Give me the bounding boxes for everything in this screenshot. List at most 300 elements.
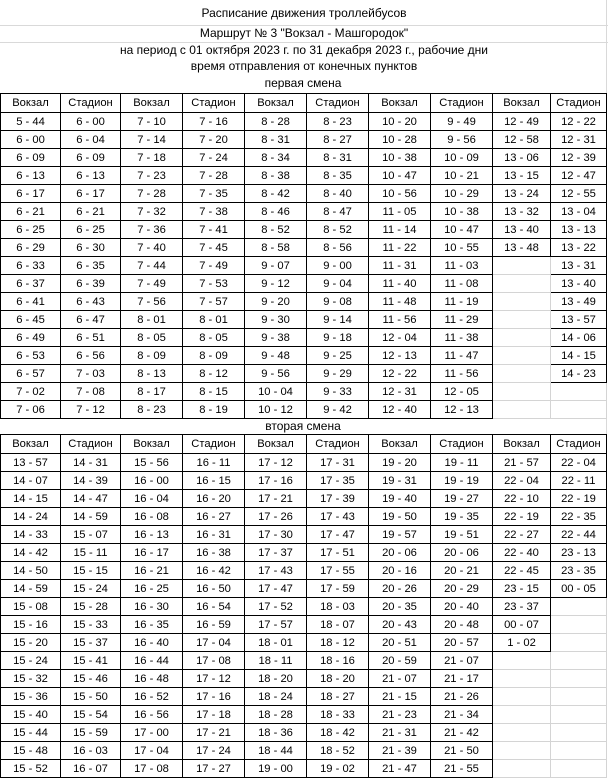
time-cell: 23 - 13 [551, 544, 607, 562]
table-row [1, 670, 607, 688]
table-row [1, 293, 607, 311]
time-cell: 10 - 47 [431, 221, 493, 239]
time-cell: 6 - 49 [1, 329, 61, 347]
time-cell: 16 - 20 [183, 490, 245, 508]
time-cell: 7 - 28 [183, 167, 245, 185]
time-cell: 16 - 38 [183, 544, 245, 562]
time-cell: 14 - 24 [1, 508, 61, 526]
time-cell: 8 - 05 [183, 329, 245, 347]
schedule-period: на период с 01 октября 2023 г. по 31 декабря 2023 г., рабочие дни [119, 43, 488, 57]
time-cell: 9 - 25 [307, 347, 369, 365]
time-cell: 18 - 42 [307, 724, 369, 742]
time-cell: 12 - 40 [369, 401, 431, 419]
time-cell: 19 - 11 [431, 454, 493, 472]
time-cell: 6 - 17 [61, 185, 121, 203]
time-cell: 18 - 27 [307, 688, 369, 706]
time-cell: 21 - 47 [369, 760, 431, 778]
column-header: Стадион [183, 94, 245, 113]
time-cell: 20 - 59 [369, 652, 431, 670]
time-cell: 14 - 15 [551, 347, 607, 365]
time-cell: 18 - 24 [245, 688, 307, 706]
shift-label: вторая смена [265, 419, 341, 433]
time-cell: 16 - 17 [121, 544, 183, 562]
time-cell: 13 - 13 [551, 221, 607, 239]
time-cell: 12 - 31 [369, 383, 431, 401]
time-cell: 11 - 03 [431, 257, 493, 275]
time-cell: 7 - 06 [1, 401, 61, 419]
time-cell: 18 - 03 [307, 598, 369, 616]
time-cell [493, 724, 551, 742]
table-row [1, 526, 607, 544]
time-cell: 22 - 27 [493, 526, 551, 544]
time-cell: 23 - 15 [493, 580, 551, 598]
column-header: Вокзал [121, 435, 183, 454]
table-row [1, 221, 607, 239]
time-cell: 16 - 48 [121, 670, 183, 688]
time-cell: 17 - 21 [245, 490, 307, 508]
time-cell: 6 - 39 [61, 275, 121, 293]
time-cell [551, 724, 607, 742]
time-cell: 10 - 04 [245, 383, 307, 401]
table-row [1, 634, 607, 652]
time-cell [551, 688, 607, 706]
time-cell: 17 - 30 [245, 526, 307, 544]
time-cell: 16 - 54 [183, 598, 245, 616]
time-cell: 9 - 04 [307, 275, 369, 293]
time-cell: 15 - 20 [1, 634, 61, 652]
time-cell: 00 - 07 [493, 616, 551, 634]
time-cell: 18 - 28 [245, 706, 307, 724]
time-cell: 11 - 48 [369, 293, 431, 311]
time-cell: 6 - 09 [61, 149, 121, 167]
time-cell: 8 - 46 [245, 203, 307, 221]
time-cell: 14 - 31 [61, 454, 121, 472]
time-cell: 8 - 15 [183, 383, 245, 401]
table-row [1, 311, 607, 329]
time-cell: 9 - 12 [245, 275, 307, 293]
time-cell: 8 - 09 [121, 347, 183, 365]
time-cell: 20 - 48 [431, 616, 493, 634]
column-header: Вокзал [1, 435, 61, 454]
time-cell: 8 - 17 [121, 383, 183, 401]
time-cell: 16 - 21 [121, 562, 183, 580]
time-cell: 8 - 27 [307, 131, 369, 149]
time-cell: 00 - 05 [551, 580, 607, 598]
time-cell: 17 - 31 [307, 454, 369, 472]
time-cell [493, 652, 551, 670]
time-cell: 8 - 13 [121, 365, 183, 383]
time-cell: 7 - 10 [121, 113, 183, 131]
time-cell: 12 - 22 [551, 113, 607, 131]
time-cell: 6 - 51 [61, 329, 121, 347]
time-cell: 22 - 44 [551, 526, 607, 544]
table-row [1, 454, 607, 472]
time-cell: 13 - 06 [493, 149, 551, 167]
time-cell: 22 - 04 [493, 472, 551, 490]
time-cell: 11 - 14 [369, 221, 431, 239]
time-cell: 10 - 47 [369, 167, 431, 185]
time-cell: 16 - 31 [183, 526, 245, 544]
time-cell: 7 - 28 [121, 185, 183, 203]
time-cell: 15 - 50 [61, 688, 121, 706]
time-cell: 8 - 34 [245, 149, 307, 167]
time-cell: 7 - 18 [121, 149, 183, 167]
time-cell: 8 - 35 [307, 167, 369, 185]
time-cell: 16 - 03 [61, 742, 121, 760]
time-cell: 6 - 41 [1, 293, 61, 311]
time-cell: 22 - 04 [551, 454, 607, 472]
time-cell: 7 - 12 [61, 401, 121, 419]
time-cell: 13 - 31 [551, 257, 607, 275]
time-cell: 15 - 59 [61, 724, 121, 742]
time-cell: 11 - 56 [369, 311, 431, 329]
time-cell: 16 - 27 [183, 508, 245, 526]
time-cell: 11 - 29 [431, 311, 493, 329]
time-cell: 17 - 27 [183, 760, 245, 778]
time-cell: 15 - 24 [61, 580, 121, 598]
time-cell: 20 - 16 [369, 562, 431, 580]
time-cell: 20 - 06 [369, 544, 431, 562]
time-cell: 16 - 04 [121, 490, 183, 508]
time-cell: 6 - 35 [61, 257, 121, 275]
table-row [1, 652, 607, 670]
time-cell: 7 - 23 [121, 167, 183, 185]
time-cell [493, 760, 551, 778]
table-row [1, 760, 607, 778]
time-cell: 7 - 53 [183, 275, 245, 293]
time-cell: 17 - 16 [183, 688, 245, 706]
schedule-table-second-shift [0, 434, 607, 778]
table-row [1, 508, 607, 526]
time-cell: 18 - 44 [245, 742, 307, 760]
schedule-subtitle: время отправления от конечных пунктов [190, 59, 418, 73]
time-cell: 20 - 26 [369, 580, 431, 598]
table-row [1, 472, 607, 490]
time-cell: 6 - 00 [1, 131, 61, 149]
time-cell: 7 - 49 [121, 275, 183, 293]
time-cell: 6 - 30 [61, 239, 121, 257]
time-cell: 16 - 15 [183, 472, 245, 490]
time-cell: 9 - 14 [307, 311, 369, 329]
time-cell: 14 - 50 [1, 562, 61, 580]
time-cell: 7 - 49 [183, 257, 245, 275]
time-cell: 11 - 56 [431, 365, 493, 383]
column-header: Вокзал [1, 94, 61, 113]
time-cell: 14 - 23 [551, 365, 607, 383]
time-cell: 11 - 08 [431, 275, 493, 293]
time-cell: 14 - 15 [1, 490, 61, 508]
time-cell [493, 383, 551, 401]
time-cell: 8 - 58 [245, 239, 307, 257]
table-row [1, 347, 607, 365]
time-cell: 22 - 35 [551, 508, 607, 526]
time-cell: 15 - 52 [1, 760, 61, 778]
time-cell: 22 - 19 [493, 508, 551, 526]
time-cell: 6 - 25 [1, 221, 61, 239]
time-cell: 15 - 16 [1, 616, 61, 634]
time-cell: 6 - 25 [61, 221, 121, 239]
time-cell: 7 - 32 [121, 203, 183, 221]
column-header: Вокзал [245, 94, 307, 113]
time-cell: 7 - 57 [183, 293, 245, 311]
time-cell: 17 - 18 [183, 706, 245, 724]
time-cell: 12 - 22 [369, 365, 431, 383]
time-cell: 8 - 01 [121, 311, 183, 329]
time-cell: 9 - 20 [245, 293, 307, 311]
time-cell: 13 - 24 [493, 185, 551, 203]
time-cell: 20 - 43 [369, 616, 431, 634]
column-header: Стадион [551, 435, 607, 454]
time-cell: 16 - 30 [121, 598, 183, 616]
time-cell: 8 - 38 [245, 167, 307, 185]
time-cell: 8 - 56 [307, 239, 369, 257]
time-cell: 6 - 57 [1, 365, 61, 383]
time-cell: 8 - 42 [245, 185, 307, 203]
time-cell: 7 - 02 [1, 383, 61, 401]
time-cell: 19 - 27 [431, 490, 493, 508]
time-cell: 10 - 28 [369, 131, 431, 149]
time-cell: 7 - 14 [121, 131, 183, 149]
time-cell: 7 - 40 [121, 239, 183, 257]
time-cell: 18 - 07 [307, 616, 369, 634]
time-cell: 21 - 07 [431, 652, 493, 670]
column-header-row [1, 435, 607, 454]
time-cell [551, 670, 607, 688]
time-cell: 18 - 20 [245, 670, 307, 688]
time-cell: 17 - 24 [183, 742, 245, 760]
time-cell [551, 383, 607, 401]
time-cell: 17 - 37 [245, 544, 307, 562]
time-cell: 13 - 32 [493, 203, 551, 221]
time-cell: 11 - 19 [431, 293, 493, 311]
time-cell: 13 - 22 [551, 239, 607, 257]
time-cell: 11 - 31 [369, 257, 431, 275]
time-cell: 15 - 44 [1, 724, 61, 742]
time-cell: 9 - 29 [307, 365, 369, 383]
time-cell: 7 - 08 [61, 383, 121, 401]
time-cell: 17 - 08 [183, 652, 245, 670]
time-cell: 11 - 38 [431, 329, 493, 347]
column-header: Вокзал [121, 94, 183, 113]
time-cell: 12 - 49 [493, 113, 551, 131]
time-cell: 15 - 48 [1, 742, 61, 760]
time-cell: 18 - 11 [245, 652, 307, 670]
column-header: Вокзал [369, 94, 431, 113]
time-cell: 6 - 21 [61, 203, 121, 221]
table-row [1, 562, 607, 580]
time-cell: 17 - 59 [307, 580, 369, 598]
time-cell: 21 - 39 [369, 742, 431, 760]
time-cell: 12 - 04 [369, 329, 431, 347]
time-cell: 19 - 57 [369, 526, 431, 544]
time-cell: 18 - 52 [307, 742, 369, 760]
time-cell: 18 - 16 [307, 652, 369, 670]
table-row [1, 329, 607, 347]
time-cell: 12 - 13 [369, 347, 431, 365]
time-cell: 20 - 57 [431, 634, 493, 652]
time-cell: 18 - 01 [245, 634, 307, 652]
time-cell: 21 - 34 [431, 706, 493, 724]
table-row [1, 490, 607, 508]
time-cell: 13 - 04 [551, 203, 607, 221]
time-cell: 6 - 29 [1, 239, 61, 257]
time-cell: 8 - 12 [183, 365, 245, 383]
time-cell: 17 - 12 [183, 670, 245, 688]
time-cell: 16 - 59 [183, 616, 245, 634]
time-cell: 8 - 19 [183, 401, 245, 419]
time-cell: 12 - 39 [551, 149, 607, 167]
time-cell: 6 - 00 [61, 113, 121, 131]
column-header: Стадион [183, 435, 245, 454]
time-cell [493, 401, 551, 419]
time-cell [493, 688, 551, 706]
time-cell: 17 - 21 [183, 724, 245, 742]
time-cell: 14 - 39 [61, 472, 121, 490]
time-cell: 14 - 33 [1, 526, 61, 544]
time-cell: 9 - 00 [307, 257, 369, 275]
time-cell: 19 - 00 [245, 760, 307, 778]
time-cell: 15 - 41 [61, 652, 121, 670]
time-cell: 16 - 25 [121, 580, 183, 598]
table-row [1, 724, 607, 742]
time-cell: 16 - 56 [121, 706, 183, 724]
time-cell: 15 - 36 [1, 688, 61, 706]
time-cell: 13 - 48 [493, 239, 551, 257]
time-cell [493, 347, 551, 365]
time-cell: 19 - 35 [431, 508, 493, 526]
time-cell [551, 598, 607, 616]
time-cell: 20 - 06 [431, 544, 493, 562]
time-cell: 17 - 12 [245, 454, 307, 472]
time-cell: 22 - 10 [493, 490, 551, 508]
time-cell: 17 - 43 [307, 508, 369, 526]
time-cell: 20 - 35 [369, 598, 431, 616]
time-cell: 7 - 41 [183, 221, 245, 239]
time-cell: 8 - 01 [183, 311, 245, 329]
table-row [1, 401, 607, 419]
column-header: Вокзал [493, 435, 551, 454]
time-cell: 6 - 09 [1, 149, 61, 167]
time-cell [551, 760, 607, 778]
time-cell: 19 - 40 [369, 490, 431, 508]
time-cell: 14 - 06 [551, 329, 607, 347]
time-cell: 7 - 56 [121, 293, 183, 311]
time-cell: 15 - 54 [61, 706, 121, 724]
time-cell: 9 - 49 [431, 113, 493, 131]
table-row [1, 239, 607, 257]
table-row [1, 167, 607, 185]
time-cell: 9 - 33 [307, 383, 369, 401]
column-header-row [1, 94, 607, 113]
time-cell: 15 - 33 [61, 616, 121, 634]
column-header: Стадион [551, 94, 607, 113]
time-cell: 7 - 03 [61, 365, 121, 383]
time-cell: 11 - 47 [431, 347, 493, 365]
table-row [1, 688, 607, 706]
time-cell: 19 - 50 [369, 508, 431, 526]
table-row [1, 275, 607, 293]
column-header: Стадион [431, 94, 493, 113]
time-cell: 8 - 23 [307, 113, 369, 131]
time-cell: 9 - 07 [245, 257, 307, 275]
time-cell: 15 - 15 [61, 562, 121, 580]
time-cell: 9 - 18 [307, 329, 369, 347]
time-cell: 18 - 20 [307, 670, 369, 688]
time-cell: 14 - 59 [1, 580, 61, 598]
table-row [1, 616, 607, 634]
schedule-title: Расписание движения троллейбусов [201, 6, 407, 20]
time-cell [551, 616, 607, 634]
time-cell: 12 - 55 [551, 185, 607, 203]
time-cell: 21 - 07 [369, 670, 431, 688]
time-cell [493, 257, 551, 275]
time-cell: 6 - 37 [1, 275, 61, 293]
column-header: Стадион [431, 435, 493, 454]
time-cell: 17 - 47 [245, 580, 307, 598]
time-cell: 8 - 52 [245, 221, 307, 239]
time-cell: 22 - 40 [493, 544, 551, 562]
time-cell: 20 - 40 [431, 598, 493, 616]
time-cell: 9 - 56 [431, 131, 493, 149]
time-cell: 21 - 31 [369, 724, 431, 742]
time-cell: 7 - 38 [183, 203, 245, 221]
table-row [1, 203, 607, 221]
time-cell [551, 742, 607, 760]
column-header: Стадион [307, 435, 369, 454]
time-cell: 17 - 26 [245, 508, 307, 526]
time-cell: 18 - 36 [245, 724, 307, 742]
time-cell [493, 742, 551, 760]
time-cell: 6 - 53 [1, 347, 61, 365]
time-cell [493, 365, 551, 383]
time-cell: 16 - 00 [121, 472, 183, 490]
time-cell [493, 329, 551, 347]
time-cell: 6 - 13 [61, 167, 121, 185]
time-cell [493, 311, 551, 329]
time-cell: 7 - 35 [183, 185, 245, 203]
time-cell: 9 - 48 [245, 347, 307, 365]
time-cell: 7 - 20 [183, 131, 245, 149]
table-row [1, 113, 607, 131]
time-cell: 10 - 38 [369, 149, 431, 167]
time-cell: 16 - 44 [121, 652, 183, 670]
time-cell: 15 - 07 [61, 526, 121, 544]
time-cell: 9 - 08 [307, 293, 369, 311]
time-cell [551, 652, 607, 670]
time-cell: 10 - 09 [431, 149, 493, 167]
time-cell: 6 - 21 [1, 203, 61, 221]
time-cell: 16 - 50 [183, 580, 245, 598]
time-cell: 21 - 42 [431, 724, 493, 742]
time-cell: 9 - 42 [307, 401, 369, 419]
time-cell: 21 - 57 [493, 454, 551, 472]
time-cell: 17 - 35 [307, 472, 369, 490]
table-row [1, 257, 607, 275]
time-cell: 10 - 21 [431, 167, 493, 185]
time-cell: 23 - 35 [551, 562, 607, 580]
time-cell: 8 - 09 [183, 347, 245, 365]
time-cell: 6 - 04 [61, 131, 121, 149]
time-cell: 8 - 52 [307, 221, 369, 239]
time-cell: 15 - 46 [61, 670, 121, 688]
time-cell [493, 670, 551, 688]
time-cell: 17 - 55 [307, 562, 369, 580]
column-header: Стадион [307, 94, 369, 113]
time-cell: 17 - 47 [307, 526, 369, 544]
time-cell: 16 - 52 [121, 688, 183, 706]
table-row [1, 598, 607, 616]
time-cell: 21 - 50 [431, 742, 493, 760]
